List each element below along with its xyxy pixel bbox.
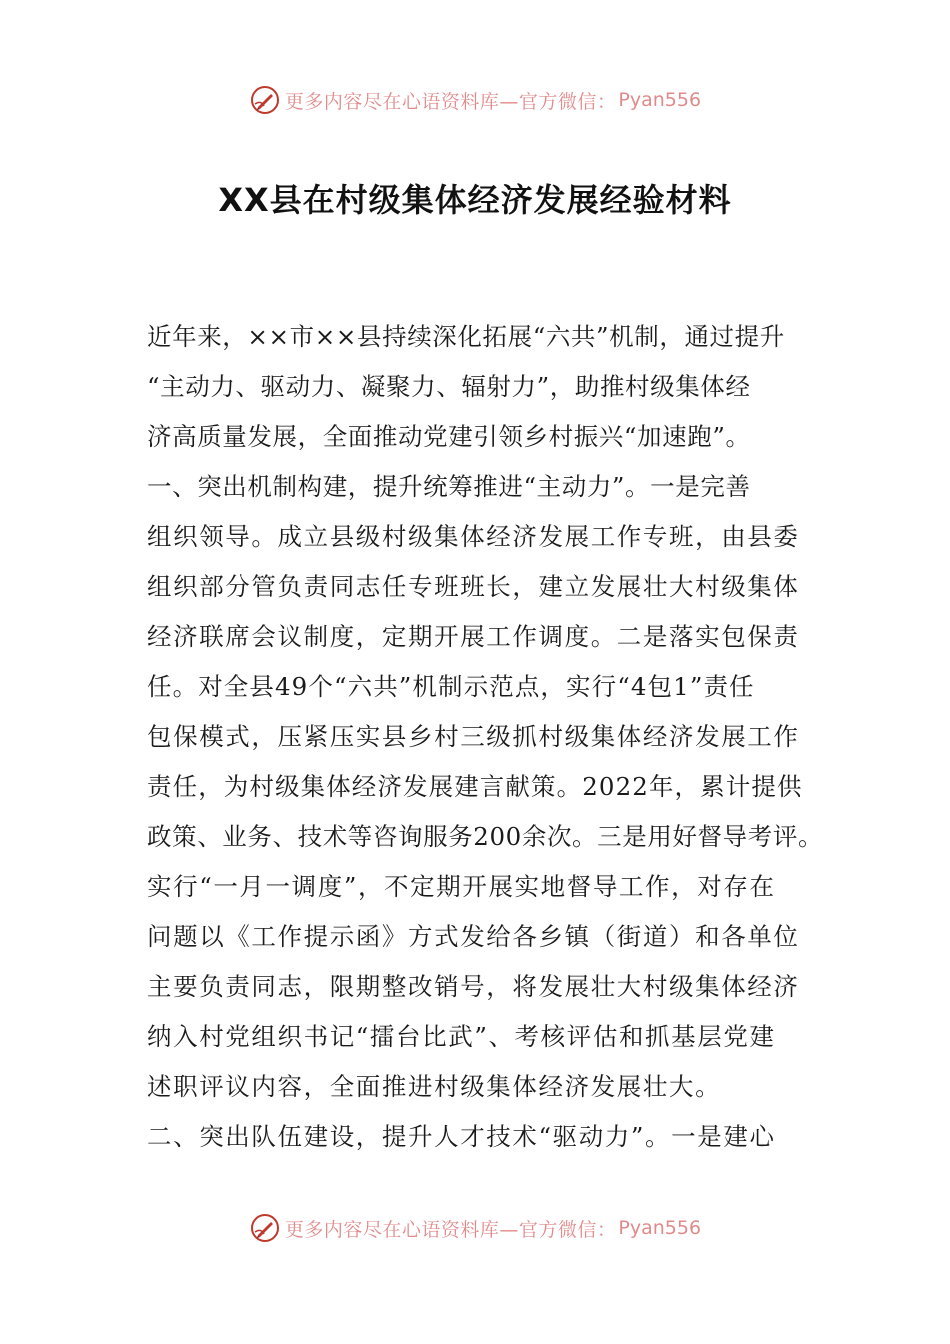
text-line: 一、突出机制构建，提升统筹推进“主动力”。一是完善 bbox=[147, 472, 751, 501]
watermark-text: 更多内容尽在心语资料库—官方微信： bbox=[284, 90, 617, 113]
text-line: 问题以《工作提示函》方式发给各乡镇（街道）和各单位 bbox=[147, 922, 800, 951]
watermark-id: Pyan556 bbox=[618, 89, 702, 111]
text-line: 实行“一月一调度”，不定期开展实地督导工作，对存在 bbox=[147, 872, 776, 901]
pen-logo-icon bbox=[249, 1212, 281, 1244]
text-line: 组织部分管负责同志任专班班长，建立发展壮大村级集体 bbox=[147, 572, 800, 601]
text-line: 述职评议内容，全面推进村级集体经济发展壮大。 bbox=[147, 1072, 722, 1101]
text-line: “主动力、驱动力、凝聚力、辐射力”，助推村级集体经 bbox=[147, 372, 751, 401]
watermark-header bbox=[0, 84, 950, 116]
text-line: 近年来，××市××县持续深化拓展“六共”机制，通过提升 bbox=[147, 322, 785, 351]
text-line: 经济联席会议制度，定期开展工作调度。二是落实包保责 bbox=[147, 622, 800, 651]
text-line: 任。对全县49个“六共”机制示范点，实行“4包1”责任 bbox=[147, 672, 755, 701]
pen-logo-icon bbox=[249, 84, 281, 116]
text-line: 济高质量发展，全面推动党建引领乡村振兴“加速跑”。 bbox=[147, 422, 751, 451]
document-body bbox=[147, 312, 824, 1162]
text-line: 包保模式，压紧压实县乡村三级抓村级集体经济发展工作 bbox=[147, 722, 800, 751]
watermark-footer bbox=[0, 1212, 950, 1244]
text-line: 主要负责同志，限期整改销号，将发展壮大村级集体经济 bbox=[147, 972, 800, 1001]
watermark-text: 更多内容尽在心语资料库—官方微信： bbox=[284, 1218, 617, 1241]
text-line: 组织领导。成立县级村级集体经济发展工作专班，由县委 bbox=[147, 522, 800, 551]
text-line: 责任，为村级集体经济发展建言献策。2022年，累计提供 bbox=[147, 772, 803, 801]
text-line: 政策、业务、技术等咨询服务200余次。三是用好督导考评。 bbox=[147, 822, 824, 851]
document-title: XX县在村级集体经济发展经验材料 bbox=[218, 181, 732, 219]
text-line: 二、突出队伍建设，提升人才技术“驱动力”。一是建心 bbox=[147, 1122, 776, 1151]
watermark-id: Pyan556 bbox=[618, 1217, 702, 1239]
text-line: 纳入村党组织书记“擂台比武”、考核评估和抓基层党建 bbox=[147, 1022, 776, 1051]
